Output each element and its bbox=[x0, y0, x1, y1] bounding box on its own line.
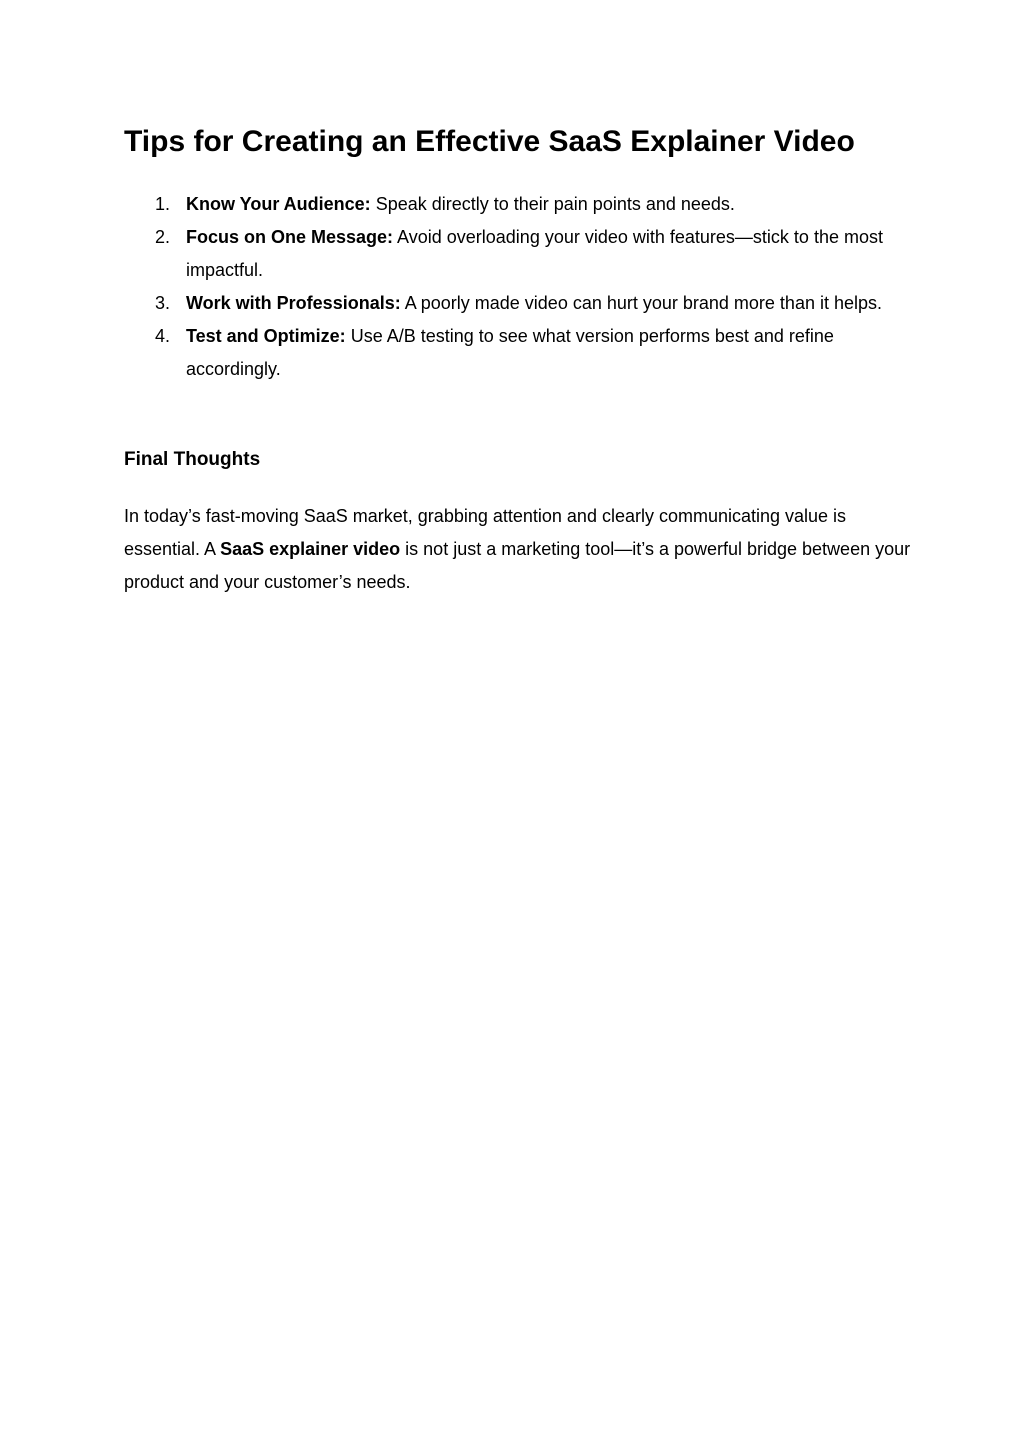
list-item bbox=[124, 221, 914, 287]
list-item-heading: Know Your Audience: bbox=[186, 194, 371, 214]
document-title: Tips for Creating an Effective SaaS Explainer Video bbox=[124, 125, 855, 158]
final-thoughts-heading: Final Thoughts bbox=[124, 449, 261, 470]
list-item bbox=[124, 320, 914, 386]
list-item-heading: Work with Professionals: bbox=[186, 293, 401, 313]
list-item-number: 2. bbox=[155, 227, 171, 247]
final-thoughts-text-end: is not just a marketing tool—it’s a powerful bridge between your product and your customer’s needs. bbox=[124, 539, 911, 592]
list-item-number: 4. bbox=[155, 326, 171, 346]
list-item-text: Speak directly to their pain points and needs. bbox=[370, 194, 735, 214]
list-item-number: 3. bbox=[155, 293, 171, 313]
tips-list bbox=[124, 188, 914, 386]
list-item-text: A poorly made video can hurt your brand more than it helps. bbox=[400, 293, 882, 313]
list-item-text: Avoid overloading your video with features—stick to the most impactful. bbox=[186, 227, 883, 280]
list-item-text: Use A/B testing to see what version performs best and refine accordingly. bbox=[186, 326, 834, 379]
list-item-number: 1. bbox=[155, 194, 171, 214]
list-item bbox=[124, 188, 914, 221]
final-thoughts-text-start: In today’s fast-moving SaaS market, grabbing attention and clearly communicating value is essential. A bbox=[124, 506, 847, 559]
list-item-heading: Focus on One Message: bbox=[186, 227, 394, 247]
final-thoughts-paragraph bbox=[124, 500, 914, 599]
final-thoughts-emphasis: SaaS explainer video bbox=[220, 539, 401, 559]
list-item-heading: Test and Optimize: bbox=[186, 326, 346, 346]
list-item bbox=[124, 287, 914, 320]
